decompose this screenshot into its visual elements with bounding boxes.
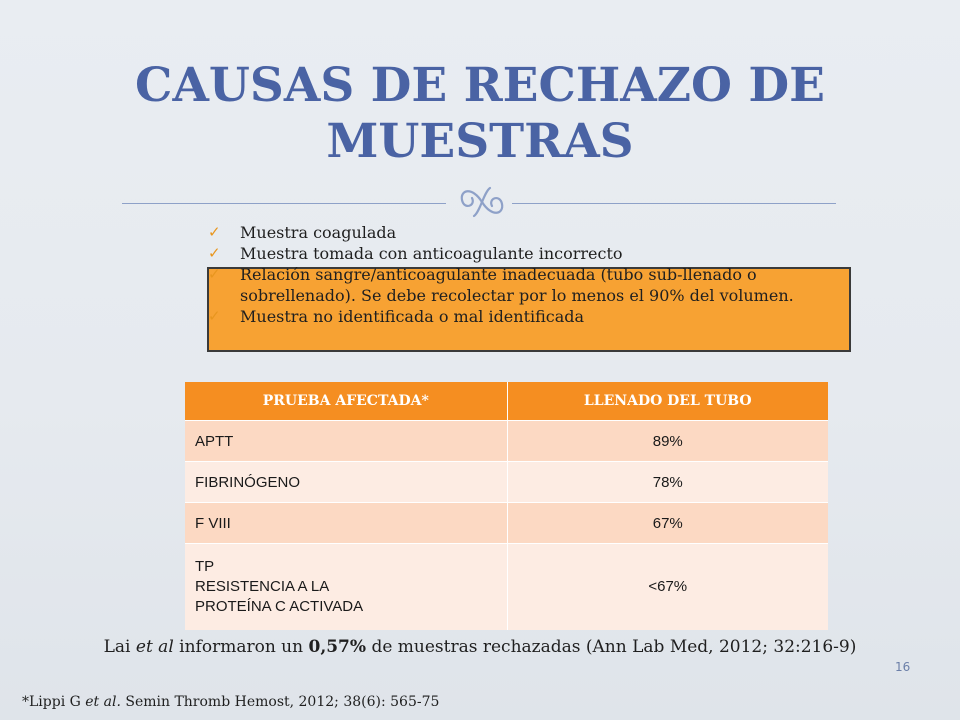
cell-fill: 67% [508,502,828,543]
table-header-row [185,382,828,420]
list-item [208,306,858,327]
cell-line: RESISTENCIA A LA [195,578,330,595]
cell-fill: <67% [508,543,828,630]
bullet-text: Muestra no identificada o mal identificada [240,307,585,326]
title-divider-right [512,203,836,204]
column-header-test: PRUEBA AFECTADA* [185,382,508,420]
page-number: 16 [895,660,911,674]
cell-test [185,543,508,630]
note-etal: et al [135,637,174,657]
bullet-text: Relación sangre/anticoagulante inadecuada (tubo sub-llenado o sobrellenado). Se debe recolectar por lo menos el 90% del volumen. [240,265,794,305]
cell-test: F VIII [185,502,508,543]
checkmark-icon: ✓ [208,244,221,262]
footnote-text: *Lippi G [22,694,86,710]
list-item [208,243,858,264]
scroll-ornament-icon [454,182,510,222]
list-item [208,264,858,306]
checkmark-icon: ✓ [208,307,221,325]
footnote-text: Semin Thromb Hemost, 2012; 38(6): 565-75 [120,694,440,710]
title-divider-left [122,203,446,204]
note-text: informaron un [173,637,309,657]
footnote-etal: et al. [85,694,121,710]
slide-title [0,58,960,170]
title-line-1: CAUSAS DE RECHAZO DE [135,58,825,113]
table-row [185,420,828,461]
cell-fill: 78% [508,461,828,502]
tube-fill-table [185,382,828,630]
title-line-2: MUESTRAS [326,114,634,169]
checkmark-icon: ✓ [208,265,221,283]
table-row [185,502,828,543]
footnote [22,694,439,710]
table-row [185,543,828,630]
column-header-fill: LLENADO DEL TUBO [508,382,828,420]
bullet-text: Muestra coagulada [240,223,397,242]
checkmark-icon: ✓ [208,223,221,241]
note-text: de muestras rechazadas (Ann Lab Med, 2012; 32:216-9) [366,637,857,657]
cell-line: PROTEÍNA C ACTIVADA [195,598,364,615]
rejection-rate-note [0,637,960,657]
cell-test: APTT [185,420,508,461]
note-text: Lai [103,637,136,657]
cell-fill: 89% [508,420,828,461]
cell-test: FIBRINÓGENO [185,461,508,502]
table-row [185,461,828,502]
note-value: 0,57% [308,637,367,657]
bullet-text: Muestra tomada con anticoagulante incorrecto [240,244,623,263]
rejection-causes-list [208,222,858,327]
list-item [208,222,858,243]
cell-line: TP [195,558,215,575]
